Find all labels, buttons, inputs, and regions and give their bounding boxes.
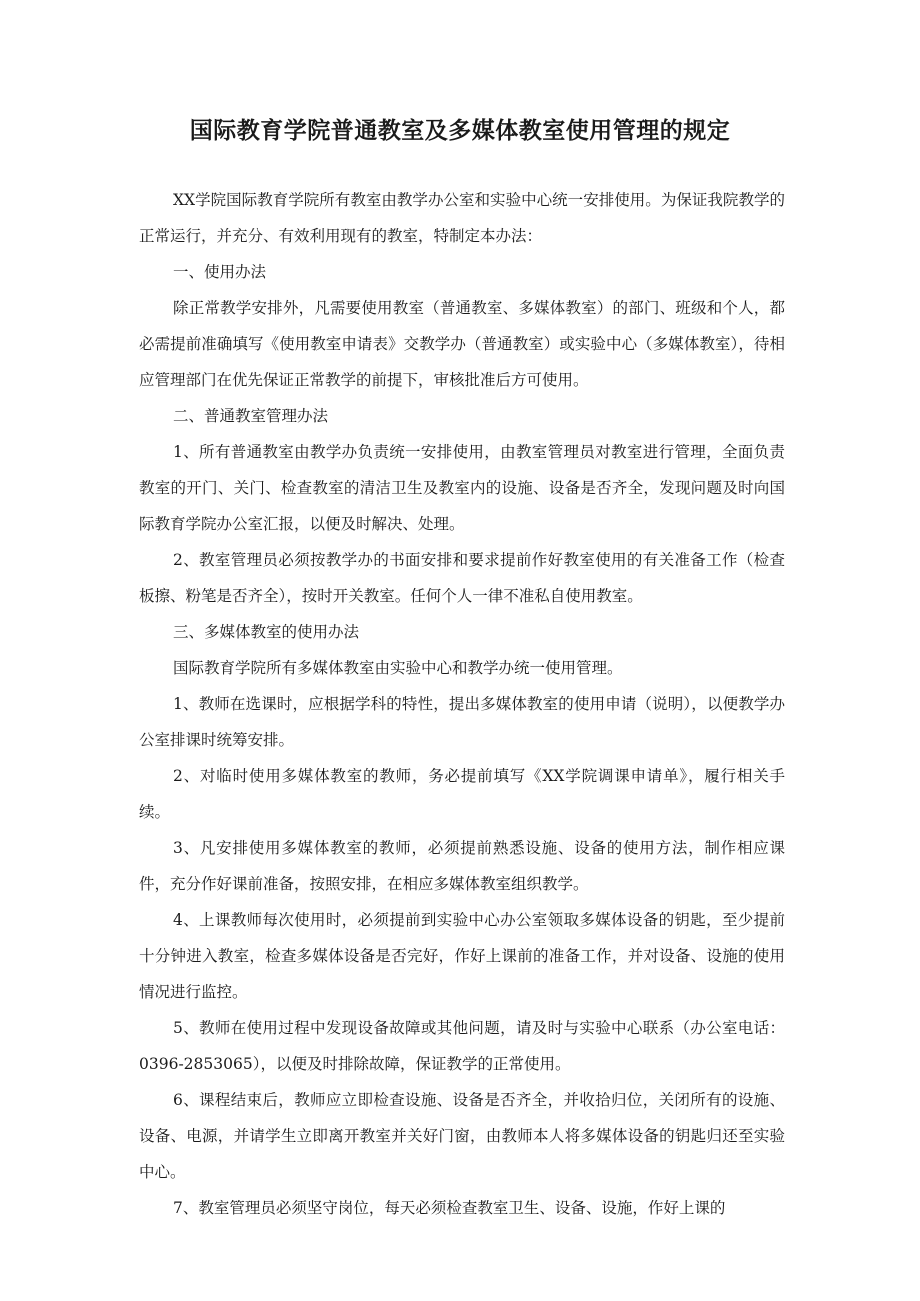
multimedia-item-4: 4、上课教师每次使用时，必须提前到实验中心办公室领取多媒体设备的钥匙，至少提前十分钟进入教室，检查多媒体设备是否完好，作好上课前的准备工作，并对设备、设施的使用情况进行监控。 <box>139 911 785 1001</box>
document-body <box>139 182 785 1226</box>
multimedia-item-7: 7、教室管理员必须坚守岗位，每天必须检查教室卫生、设备、设施，作好上课的 <box>173 1199 726 1217</box>
multimedia-item-2: 2、对临时使用多媒体教室的教师，务必提前填写《XX学院调课申请单》，履行相关手续。 <box>139 767 785 821</box>
document-title: 国际教育学院普通教室及多媒体教室使用管理的规定 <box>189 118 731 144</box>
usage-paragraph: 除正常教学安排外，凡需要使用教室（普通教室、多媒体教室）的部门、班级和个人，都必需提前准确填写《使用教室申请表》交教学办（普通教室）或实验中心（多媒体教室），待相应管理部门在优先保证正常教学的前提下，审核批准后方可使用。 <box>139 299 785 389</box>
intro-paragraph: XX学院国际教育学院所有教室由教学办公室和实验中心统一安排使用。为保证我院教学的正常运行，并充分、有效利用现有的教室，特制定本办法： <box>139 191 785 245</box>
section-heading-multimedia: 三、多媒体教室的使用办法 <box>173 623 360 641</box>
multimedia-item-5: 5、教师在使用过程中发现设备故障或其他问题，请及时与实验中心联系（办公室电话：0396-2853065），以便及时排除故障，保证教学的正常使用。 <box>139 1019 785 1073</box>
multimedia-item-6: 6、课程结束后，教师应立即检查设施、设备是否齐全，并收拾归位，关闭所有的设施、设备、电源，并请学生立即离开教室并关好门窗，由教师本人将多媒体设备的钥匙归还至实验中心。 <box>139 1091 785 1181</box>
regular-item-2: 2、教室管理员必须按教学办的书面安排和要求提前作好教室使用的有关准备工作（检查板擦、粉笔是否齐全），按时开关教室。任何个人一律不准私自使用教室。 <box>139 551 785 605</box>
section-heading-regular-classroom: 二、普通教室管理办法 <box>173 407 329 425</box>
multimedia-intro: 国际教育学院所有多媒体教室由实验中心和教学办统一使用管理。 <box>173 659 623 677</box>
section-heading-usage: 一、使用办法 <box>173 263 267 281</box>
multimedia-item-1: 1、教师在选课时，应根据学科的特性，提出多媒体教室的使用申请（说明），以便教学办公室排课时统筹安排。 <box>139 695 785 749</box>
multimedia-item-3: 3、凡安排使用多媒体教室的教师，必须提前熟悉设施、设备的使用方法，制作相应课件，充分作好课前准备，按照安排，在相应多媒体教室组织教学。 <box>139 839 785 893</box>
regular-item-1: 1、所有普通教室由教学办负责统一安排使用，由教室管理员对教室进行管理，全面负责教室的开门、关门、检查教室的清洁卫生及教室内的设施、设备是否齐全，发现问题及时向国际教育学院办公室汇报，以便及时解决、处理。 <box>139 443 785 533</box>
